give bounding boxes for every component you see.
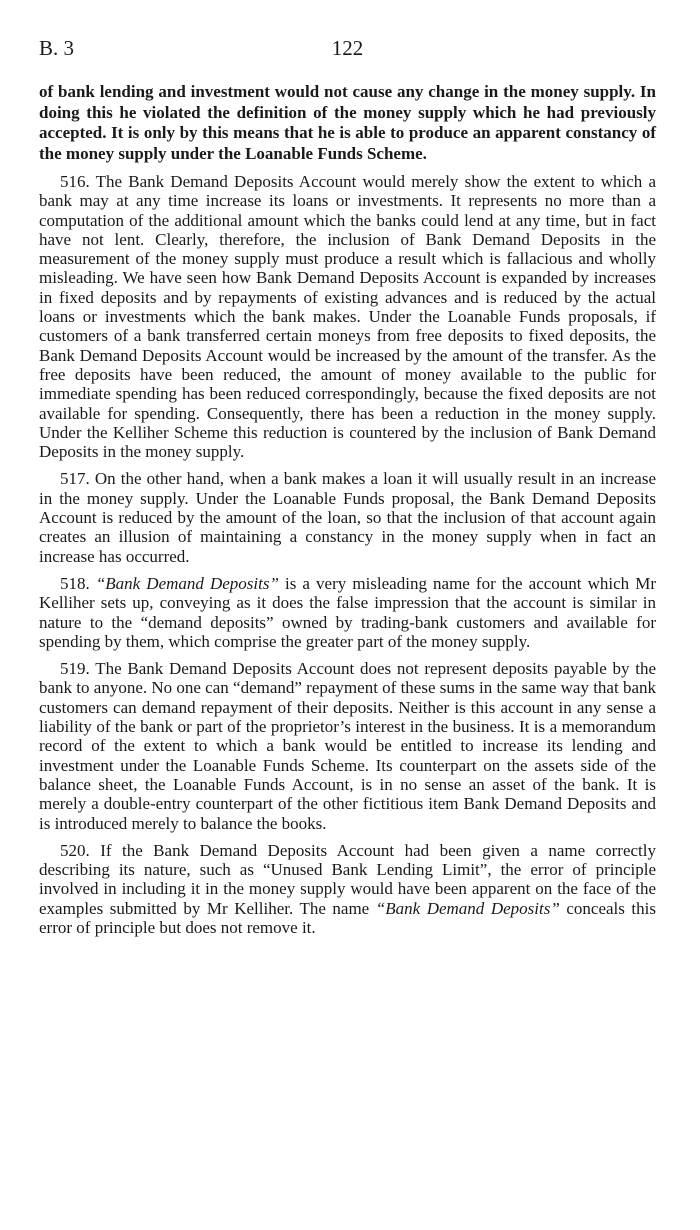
italic-term: “Bank Demand Deposits” <box>375 898 560 918</box>
paragraph-text: On the other hand, when a bank makes a loan it will usually result in an increase in the money supply. Under the Loanable Funds proposal, the Bank Demand Deposits Account is reduced by the amount of the loan, so that the inclusion of that account again creates an illusion of maintaining a constancy in the money supply when in fact an increase has occurred. <box>39 469 656 566</box>
lead-paragraph: of bank lending and investment would not cause any change in the money supply. In doing this he violated the definition of the money supply which he had previously accepted. It is only by this means that he is able to produce an apparent constancy of the money supply under the Loanable Funds Scheme. <box>39 82 656 163</box>
page-number: 122 <box>331 36 364 60</box>
paragraph-516 <box>39 172 656 461</box>
series-label: B. 3 <box>39 36 75 60</box>
paragraph-number: 519. <box>60 659 90 679</box>
paragraph-number: 516. <box>60 172 90 191</box>
paragraph-520 <box>39 841 656 937</box>
paragraph-518 <box>39 574 656 651</box>
italic-term: “Bank Demand Deposits” <box>95 573 279 593</box>
paragraph-519 <box>39 659 656 833</box>
paragraph-text-before: If the Bank Demand Deposits Account had been given a name correctly describing its nature, such as “Unused Bank Lending Limit”, the error of principle involved in including it in the money supply would have been apparent on the face of the examples submitted by Mr Kelliher. The name <box>39 840 657 918</box>
paragraph-number: 518. <box>60 573 90 593</box>
paragraph-number: 520. <box>60 840 90 860</box>
paragraph-number: 517. <box>60 469 90 489</box>
document-page <box>39 30 656 945</box>
paragraph-517 <box>39 469 656 565</box>
paragraph-text-after: conceals this error of principle but does not remove it. <box>39 898 656 937</box>
paragraph-text: The Bank Demand Deposits Account would merely show the extent to which a bank may at any time increase its loans or investments. It represents no more than a computation of the additional amount which the banks could lend at any time, but in fact have not lent. Clearly, therefore, the inclusion of Bank Demand Deposits in the measurement of the money supply must produce a result which is fallacious and wholly misleading. We have seen how Bank Demand Deposits Account is expanded by increases in fixed deposits and by repayments of existing advances and is reduced by the actual loans or investments which the bank makes. Under the Loanable Funds proposals, if customers of a bank transferred certain moneys from free deposits to fixed deposits, the Bank Demand Deposits Account would be increased by the amount of the transfer. As the free deposits have been reduced, the amount of money available to the public for immediate spending has been reduced correspondingly, because the fixed deposits are not available for spending. Consequently, there has been a reduction in the money supply. Under the Kelliher Scheme this reduction is countered by the inclusion of Bank Demand Deposits in the money supply. <box>39 172 656 462</box>
paragraph-text: is a very misleading name for the account which Mr Kelliher sets up, conveying as it does the false impression that the account is similar in nature to the “demand deposits” owned by trading-bank customers and available for spending by them, which comprise the greater part of the money supply. <box>39 573 656 651</box>
page-header <box>39 30 656 64</box>
paragraph-text: The Bank Demand Deposits Account does not represent deposits payable by the bank to anyone. No one can “demand” repayment of these sums in the same way that bank customers can demand repayment of their deposits. Neither is this account in any sense a liability of the bank or part of the proprietor’s interest in the business. It is a memorandum record of the extent to which a bank would be entitled to increase its lending and investment under the Loanable Funds Scheme. Its counterpart on the assets side of the balance sheet, the Loanable Funds Account, is in no sense an asset of the bank. It is merely a double-entry counterpart of the other fictitious item Bank Demand Deposits and is introduced merely to balance the books. <box>39 659 657 833</box>
